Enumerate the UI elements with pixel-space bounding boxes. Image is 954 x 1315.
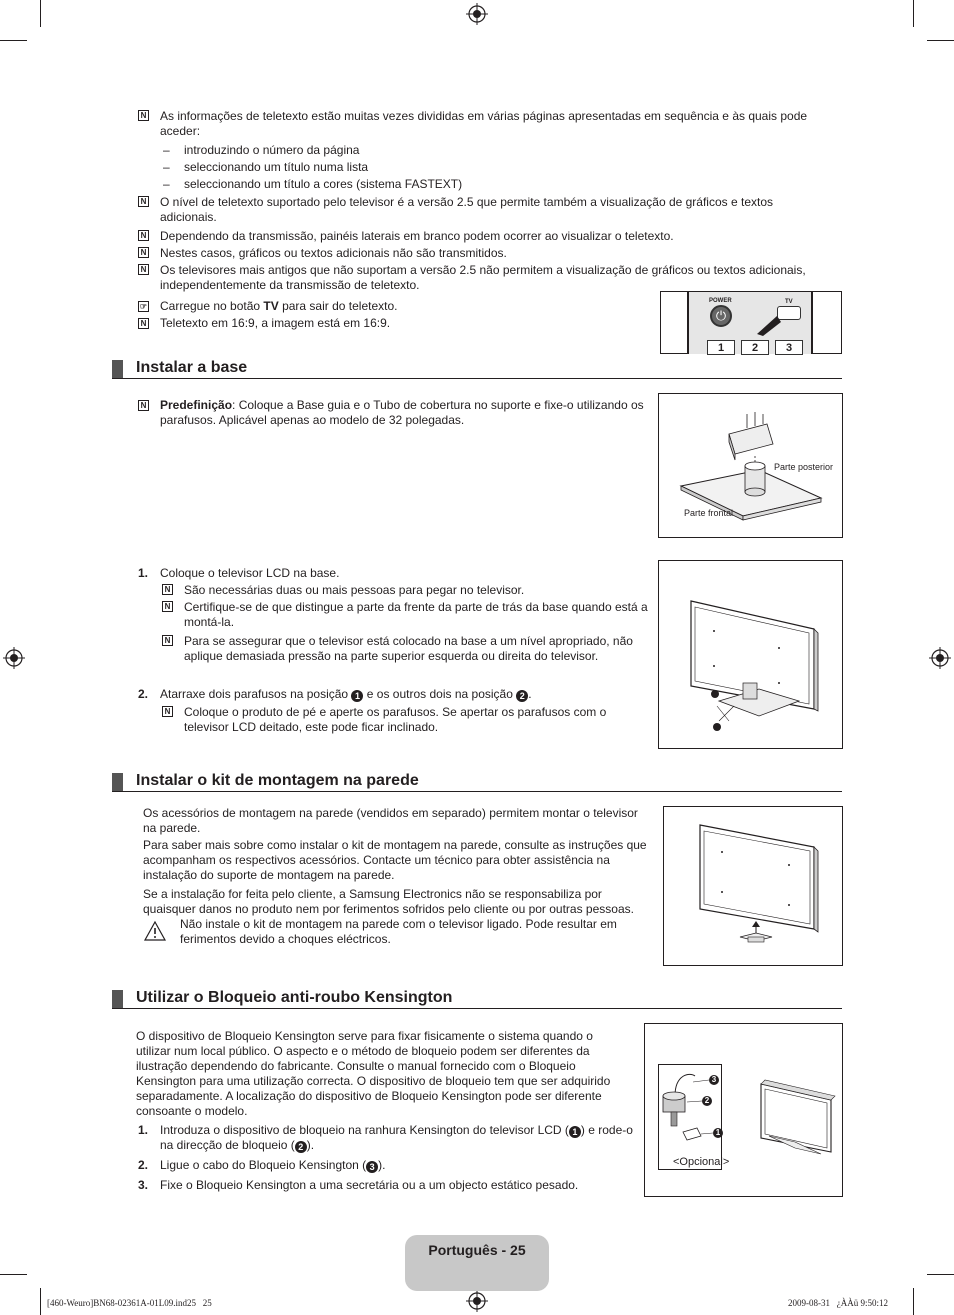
list-item: seleccionando um título numa lista <box>184 160 369 174</box>
note-icon: N <box>162 635 173 646</box>
list-item: introduzindo o número da página <box>184 143 360 157</box>
section-title: Utilizar o Bloqueio anti-roubo Kensington <box>136 989 453 1006</box>
circled-number-3: 3 <box>366 1161 378 1173</box>
section-title: Instalar o kit de montagem na parede <box>136 772 419 789</box>
warning-icon <box>143 920 167 942</box>
circled-number-1: 1 <box>569 1126 581 1138</box>
note-icon: N <box>138 318 149 329</box>
crop-mark <box>913 1288 914 1315</box>
note-text <box>160 299 397 314</box>
hand-icon: ☞ <box>139 302 148 311</box>
step-text-part: Ligue o cabo do Bloqueio Kensington ( <box>160 1158 367 1172</box>
section-header-wall <box>112 770 842 792</box>
step-text <box>160 1158 386 1173</box>
registration-target-icon <box>466 1290 488 1312</box>
circled-number-2: 2 <box>704 1096 710 1105</box>
power-label: POWER <box>709 298 732 304</box>
crop-mark <box>913 0 914 27</box>
crop-mark <box>927 1274 954 1275</box>
note-icon: N <box>138 264 149 275</box>
note-text: Os televisores mais antigos que não suportam a versão 2.5 não permitem a visualização de gráficos ou textos adicionais, independentemente da transmissão de teletexto. <box>160 263 806 292</box>
timestamp: 2009-08-31 ¿ÀÀü 9:50:12 <box>788 1298 888 1308</box>
crop-mark <box>40 1288 41 1315</box>
circled-number-2: 2 <box>295 1141 307 1153</box>
back-label: Parte posterior <box>774 462 834 472</box>
pointer-hand-icon <box>753 312 783 336</box>
note-icon: N <box>138 230 149 241</box>
crop-mark <box>0 40 27 41</box>
step-number: 1. <box>138 566 149 580</box>
file-info: [460-Weuro]BN68-02361A-01L09.ind25 25 <box>47 1298 212 1308</box>
note-text-part: Carregue no botão <box>160 299 264 313</box>
key-2-button: 2 <box>741 340 769 355</box>
step-text-part: e os outros dois na posição <box>363 687 517 701</box>
note-text-bold: TV <box>263 299 279 313</box>
predefinition-label: Predefinição <box>160 398 233 412</box>
registration-target-icon <box>466 3 488 25</box>
note-icon: N <box>138 247 149 258</box>
section-title: Instalar a base <box>136 359 248 376</box>
note-text: Coloque o produto de pé e aperte os parafusos. Se apertar os parafusos com o televisor LCD deitado, este pode ficar inclinado. <box>184 705 607 734</box>
step-text: Fixe o Bloqueio Kensington a uma secretária ou a um objecto estático pesado. <box>160 1178 579 1192</box>
section-bar <box>112 773 123 791</box>
section-bar <box>112 360 123 378</box>
note-text: Teletexto em 16:9, a imagem está em 16:9. <box>160 316 391 330</box>
note-text: As informações de teletexto estão muitas vezes divididas em várias páginas apresentadas em sequência e às quais pode aceder: <box>160 109 808 138</box>
note-text: São necessárias duas ou mais pessoas para pegar no televisor. <box>184 583 525 597</box>
note-icon: N <box>162 601 173 612</box>
step-text-part: ). <box>378 1158 386 1172</box>
tv-stand-drawing <box>659 561 842 748</box>
page-number-tab <box>405 1235 549 1291</box>
tv-label: TV <box>785 299 793 305</box>
wall-mount-figure <box>663 806 843 966</box>
remote-figure <box>660 291 842 354</box>
dash-bullet: – <box>163 177 170 191</box>
list-item: seleccionando um título a cores (sistema FASTEXT) <box>184 177 463 191</box>
note-icon: N <box>138 110 149 121</box>
crop-mark <box>40 0 41 27</box>
section-header-kensington <box>112 987 842 1009</box>
crop-mark <box>0 1274 27 1275</box>
power-button-icon: ⏻ <box>710 305 732 327</box>
front-label: Parte frontal <box>684 508 734 518</box>
key-3-button: 3 <box>775 340 803 355</box>
paragraph: Para saber mais sobre como instalar o kit de montagem na parede, consulte as instruções que acompanham os respectivos acessórios. Contacte um técnico para obter assistência na instalação do suporte de montagem na parede. <box>143 838 647 882</box>
step-text <box>160 1123 640 1153</box>
paragraph: O dispositivo de Bloqueio Kensington serve para fixar fisicamente o sistema quando o utilizar num local público. O aspecto e o método de bloqueio podem ser diferentes da ilustração dependendo do fabricante. Consulte o manual fornecido com o Bloqueio Kensington para uma utilização correcta. O dispositivo de bloqueio tem que ser adquirido separadamente. A localização do dispositivo de Bloqueio Kensington pode ser diferente consoante o modelo. <box>136 1029 611 1118</box>
note-icon: N <box>138 400 149 411</box>
step-text <box>160 687 532 702</box>
step-number: 2. <box>138 687 149 701</box>
step-number: 1. <box>138 1123 149 1137</box>
optional-label: <Opcional> <box>673 1156 730 1168</box>
note-text-part: para sair do teletexto. <box>278 299 398 313</box>
circled-number-2: 2 <box>516 690 528 702</box>
wall-mount-drawing <box>664 807 842 965</box>
registration-target-icon <box>3 647 25 669</box>
note-text: Dependendo da transmissão, painéis laterais em branco podem ocorrer ao visualizar o teletexto. <box>160 229 674 243</box>
stand-figure <box>658 393 843 538</box>
note-text: Nestes casos, gráficos ou textos adicionais não são transmitidos. <box>160 246 507 260</box>
step-number: 3. <box>138 1178 149 1192</box>
note-text: O nível de teletexto suportado pelo televisor é a versão 2.5 que permite também a visualização de gráficos e textos adicionais. <box>160 195 774 224</box>
dash-bullet: – <box>163 160 170 174</box>
circled-number-1: 1 <box>715 1128 721 1137</box>
circled-number-1: 1 <box>351 690 363 702</box>
note-text: Para se assegurar que o televisor está colocado na base a um nível apropriado, não aplique demasiada pressão na parte superior esquerda ou direita do televisor. <box>184 634 633 663</box>
note-icon: N <box>162 584 173 595</box>
circled-number-3: 3 <box>711 1075 717 1084</box>
note-text: Certifique-se de que distingue a parte da frente da parte de trás da base quando está a montá-la. <box>184 600 648 629</box>
kensington-drawing <box>645 1024 842 1196</box>
section-bar <box>112 990 123 1008</box>
paragraph: Se a instalação for feita pelo cliente, a Samsung Electronics não se responsabiliza por quaisquer danos no produto nem por ferimentos sofridos pelo cliente ou por outras pessoas. <box>143 887 634 916</box>
step-text: Coloque o televisor LCD na base. <box>160 566 340 580</box>
page-number-label: Português - 25 <box>428 1242 526 1258</box>
section-header-base <box>112 357 842 379</box>
warning-text: Não instale o kit de montagem na parede com o televisor ligado. Pode resultar em ferimentos devido a choques eléctricos. <box>180 917 617 946</box>
tv-stand-figure <box>658 560 843 749</box>
note-icon: N <box>138 196 149 207</box>
step-text-part: . <box>528 687 532 701</box>
step-text-part: ) e rode-o na direcção de bloqueio ( <box>160 1123 633 1152</box>
key-1-button: 1 <box>707 340 735 355</box>
dash-bullet: – <box>163 143 170 157</box>
step-number: 2. <box>138 1158 149 1172</box>
registration-target-icon <box>929 647 951 669</box>
step-text-part: ). <box>306 1138 315 1152</box>
kensington-figure <box>644 1023 843 1197</box>
predefinition-text <box>160 398 655 428</box>
step-text-part: Introduza o dispositivo de bloqueio na ranhura Kensington do televisor LCD ( <box>160 1123 569 1137</box>
step-text-part: Atarraxe dois parafusos na posição <box>160 687 352 701</box>
paragraph: Os acessórios de montagem na parede (vendidos em separado) permitem montar o televisor na parede. <box>143 806 638 835</box>
crop-mark <box>927 40 954 41</box>
note-icon: N <box>162 706 173 717</box>
predefinition-body: : Coloque a Base guia e o Tubo de cobertura no suporte e fixe-o utilizando os parafusos. Aplicável apenas ao modelo de 32 polegadas. <box>160 398 644 427</box>
